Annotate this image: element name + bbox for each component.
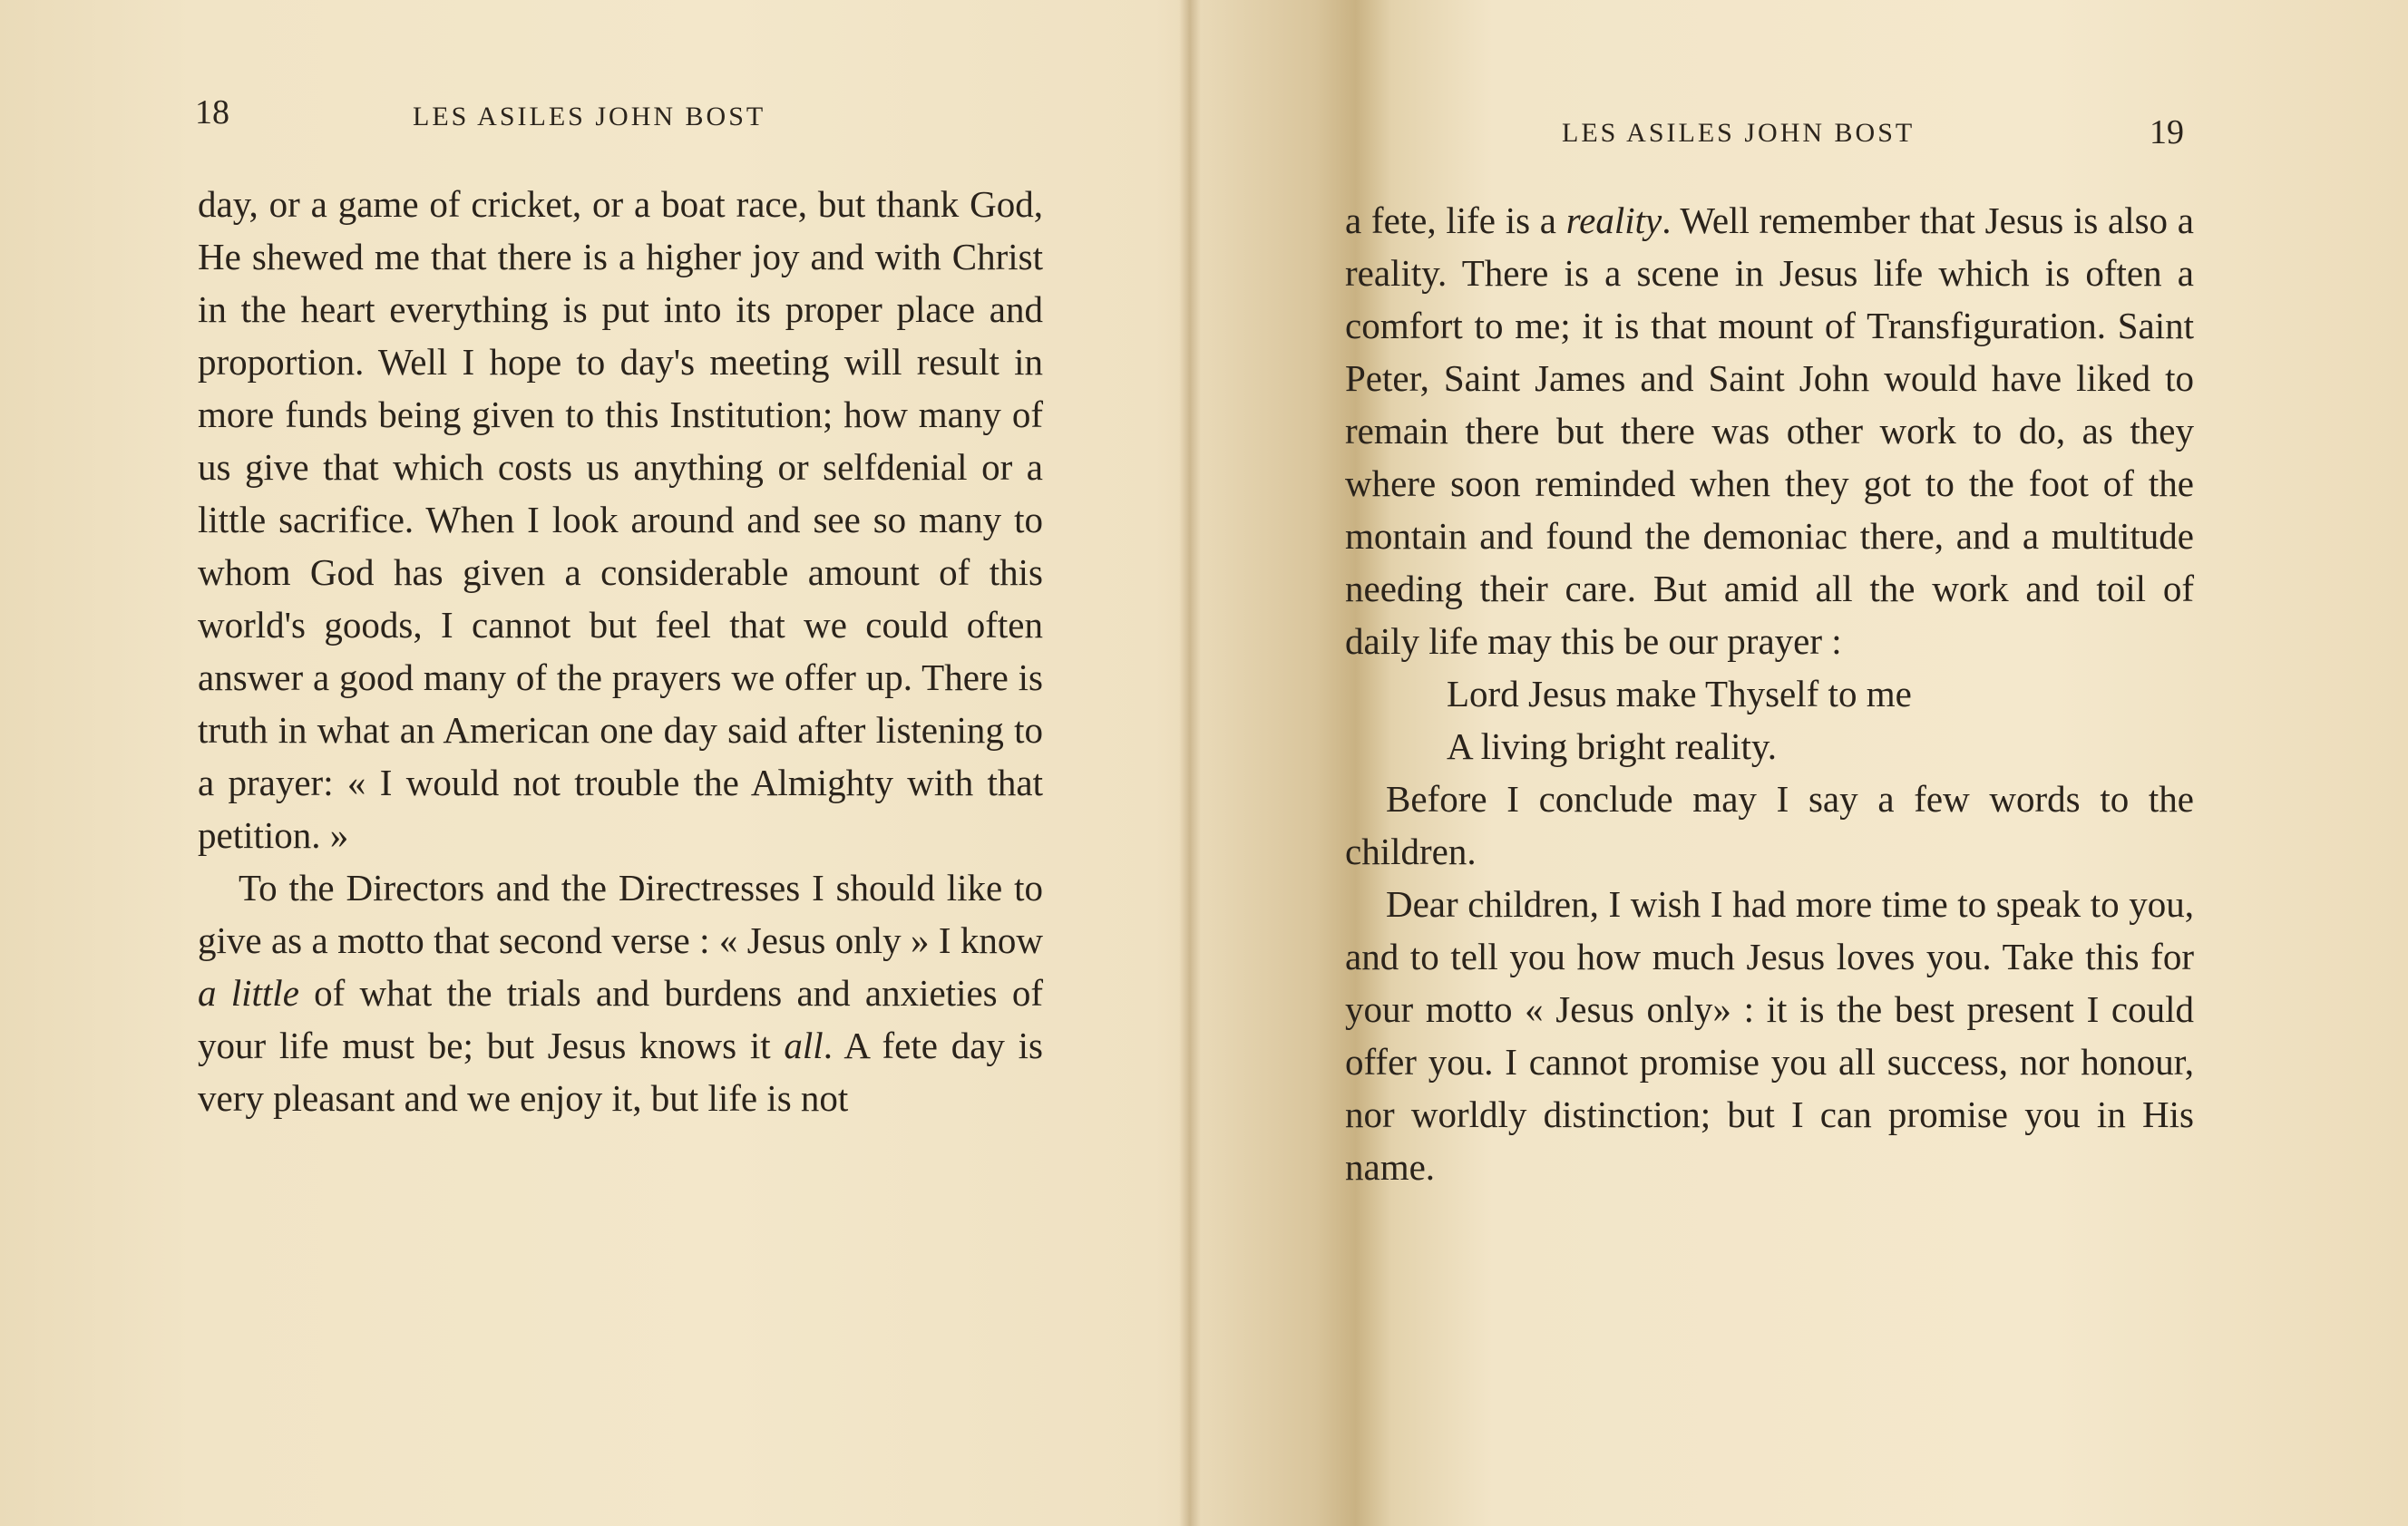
running-head: LES ASILES JOHN BOST	[1562, 118, 1916, 148]
body-text	[1345, 194, 2194, 1193]
verse-line: A living bright reality.	[1447, 725, 1778, 767]
emphasis: all	[784, 1025, 824, 1066]
page-number: 19	[2150, 113, 2184, 151]
paragraph: Before I conclude may I say a few words to the children.	[1345, 778, 2194, 872]
paragraph: day, or a game of cricket, or a boat race, but thank God, He shewed me that there is a higher joy and with Christ in the heart everything is put into its proper place and proportion. Well I hope to day's meeting will result in more funds being given to this Institution; how many of us give that which costs us anything or selfdenial or a little sacrifice. When I look around and see so many to whom God has given a considerable amount of this world's goods, I cannot but feel that we could often answer a good many of the prayers we offer up. There is truth in what an American one day said after listening to a prayer: « I would not trouble the Almighty with that petition. »	[198, 183, 1043, 856]
verse-line: Lord Jesus make Thyself to me	[1447, 673, 1912, 714]
paragraph: To the Directors and the Directresses I should like to give as a motto that second verse : « Jesus only » I know a little of what the trials and burdens and anxieties of your life must be; but Jesus knows it all. A fete day is very pleasant and we enjoy it, but life is not	[198, 867, 1043, 1119]
left-page	[0, 0, 1188, 1526]
running-head: LES ASILES JOHN BOST	[413, 102, 766, 131]
emphasis: reality	[1565, 199, 1662, 241]
page-number: 18	[195, 93, 229, 131]
right-page	[1197, 0, 2408, 1526]
body-text	[198, 178, 1043, 1124]
paragraph: Dear children, I wish I had more time to speak to you, and to tell you how much Jesus loves you. Take this for your motto « Jesus only» : it is the best present I could offer you. I cannot promise you all success, nor honour, nor worldly distinction; but I can promise you in His name.	[1345, 883, 2194, 1188]
emphasis: a little	[198, 972, 299, 1014]
paragraph: a fete, life is a reality. Well remember that Jesus is also a reality. There is a scene in Jesus life which is often a comfort to me; it is that mount of Transfiguration. Saint Peter, Saint James and Saint John would have liked to remain there but there was other work to do, as they where soon reminded when they got to the foot of the montain and found the demoniac there, and a multitude needing their care. But amid all the work and toil of daily life may this be our prayer :	[1345, 199, 2194, 662]
